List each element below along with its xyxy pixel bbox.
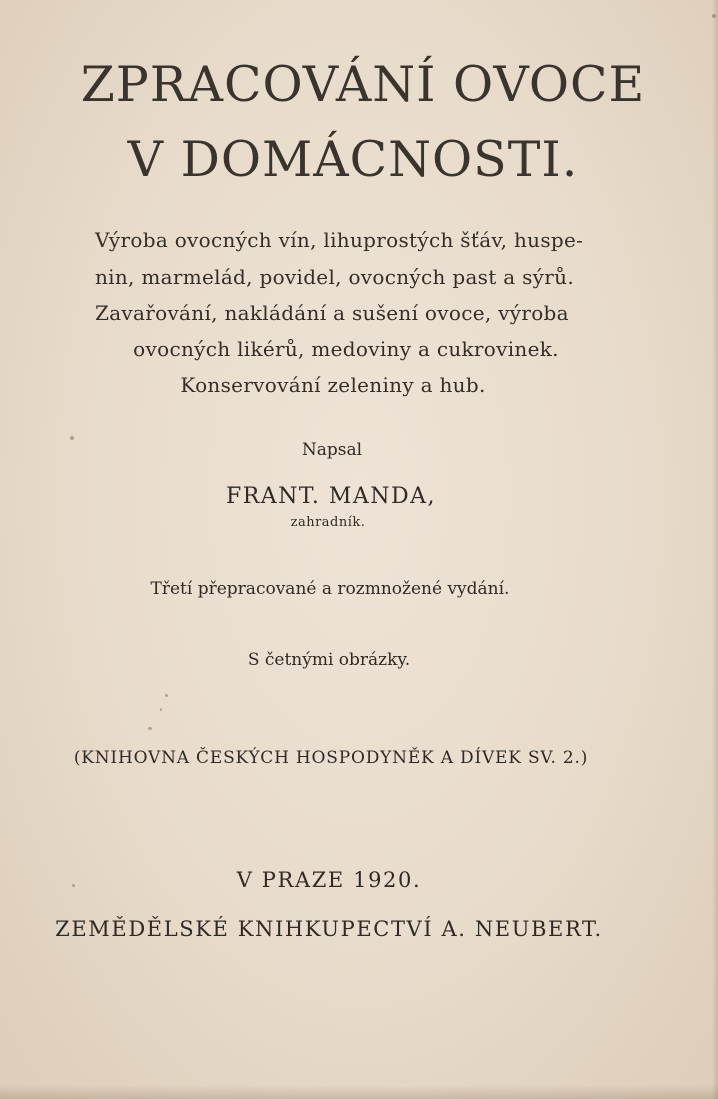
- subtitle-line-4: ovocných likérů, medoviny a cukrovinek.: [133, 337, 559, 361]
- paper-speck: [165, 694, 168, 697]
- paper-speck: [160, 708, 162, 711]
- imprint-place-year: V PRAZE 1920.: [236, 868, 422, 892]
- edition-note: Třetí přepracované a rozmnožené vydání.: [150, 579, 510, 599]
- author-label: Napsal: [301, 440, 363, 460]
- book-title-line-1: ZPRACOVÁNÍ OVOCE: [80, 56, 646, 113]
- page-bottom-shadow: [0, 1085, 718, 1099]
- imprint-publisher: ZEMĚDĚLSKÉ KNIHKUPECTVÍ A. NEUBERT.: [55, 917, 603, 941]
- page-edge-shadow: [712, 0, 718, 1099]
- subtitle-line-1: Výroba ovocných vín, lihuprostých šťáv, huspe-: [95, 228, 584, 252]
- illustrations-note: S četnými obrázky.: [247, 650, 411, 670]
- author-role: zahradník.: [290, 515, 366, 530]
- book-title-line-2: V DOMÁCNOSTI.: [127, 131, 579, 188]
- paper-speck: [148, 727, 152, 730]
- subtitle-line-5: Konservování zeleniny a hub.: [180, 373, 486, 397]
- author-name: FRANT. MANDA,: [225, 484, 437, 509]
- subtitle-line-2: nin, marmelád, povidel, ovocných past a sýrů.: [95, 265, 574, 289]
- paper-speck: [712, 14, 716, 18]
- subtitle-line-3: Zavařování, nakládání a sušení ovoce, výroba: [95, 301, 569, 325]
- series-note: (KNIHOVNA ČESKÝCH HOSPODYNĚK A DÍVEK SV. 2.): [73, 748, 589, 768]
